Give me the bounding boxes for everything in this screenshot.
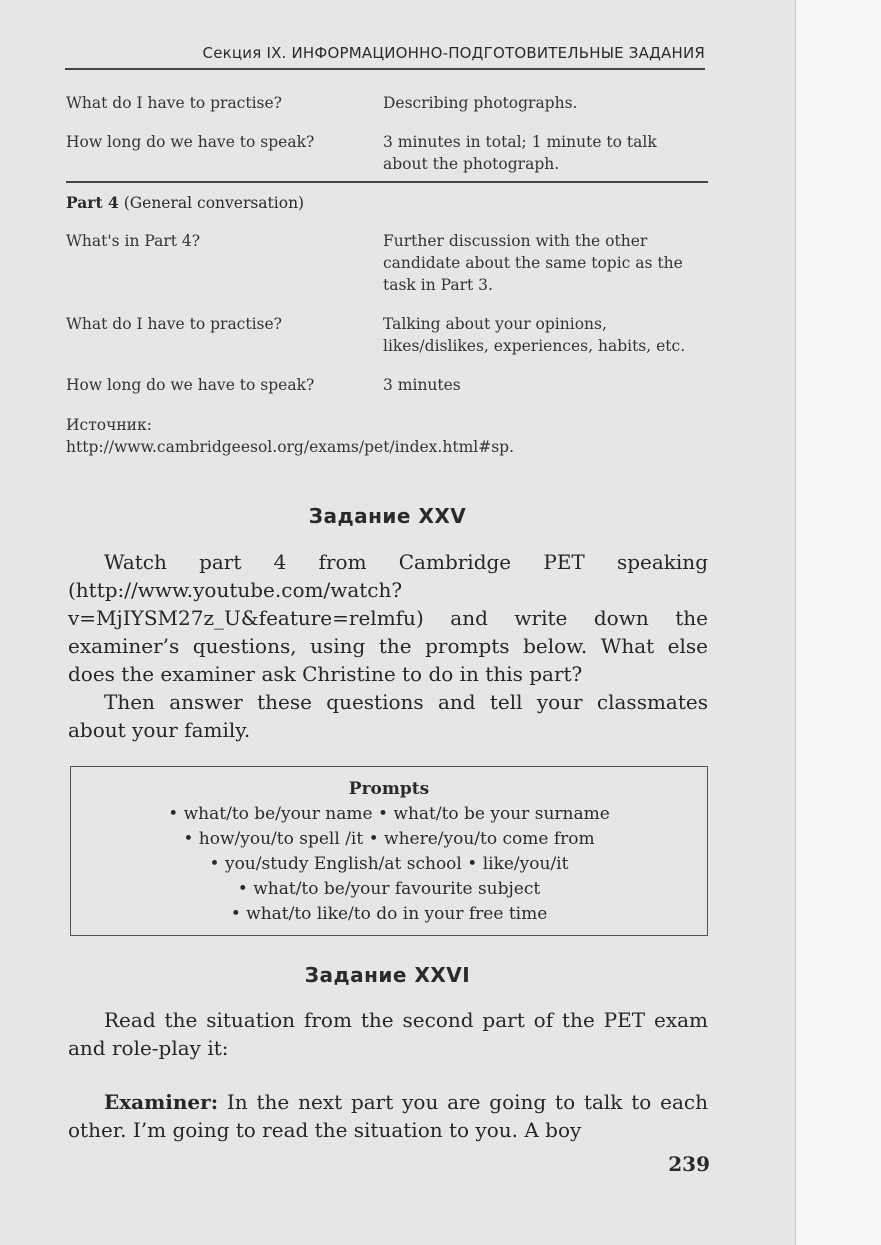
row-answer: Talking about your opinions, likes/dislikes, experiences, habits, etc. [383, 315, 686, 355]
prompt-line: • what/to be/your favourite subject [237, 879, 541, 899]
part4-subtitle: (General conversation) [118, 194, 305, 212]
source-url: http://www.cambridgeesol.org/exams/pet/index.html#sp. [66, 438, 515, 456]
prompt-line: • you/study English/at school • like/you/it [209, 854, 569, 874]
task-25-paragraph-1: Watch part 4 from Cambridge PET speaking (http://www.youtube.com/watch?v=MjIYSM27z_U&feature=relmfu) and write down the examiner’s questions, using the prompts below. What else does the examiner ask Christine to do in this part? [68, 550, 708, 686]
examiner-label: Examiner: [104, 1090, 219, 1114]
row-answer: 3 minutes in total; 1 minute to talk about the photograph. [383, 133, 657, 173]
row-question: What's in Part 4? [66, 232, 201, 250]
prompts-box [70, 766, 708, 936]
prompt-line: • how/you/to spell /it • where/you/to come from [183, 829, 595, 849]
prompt-line: • what/to be/your name • what/to be your surname [168, 804, 610, 824]
row-question: How long do we have to speak? [66, 376, 315, 394]
prompts-title: Prompts [348, 779, 430, 799]
row-question: What do I have to practise? [66, 315, 282, 333]
source-label: Источник: [66, 416, 152, 434]
row-answer: Describing photographs. [383, 94, 578, 112]
row-answer: Further discussion with the other candidate about the same topic as the task in Part 3. [383, 232, 683, 294]
table-divider [66, 181, 708, 183]
page-number: 239 [668, 1152, 710, 1176]
scan-margin [795, 0, 881, 1245]
task-26-text [68, 1006, 708, 1062]
task-25-text [68, 548, 708, 744]
prompt-line: • what/to like/to do in your free time [230, 904, 548, 924]
row-question: How long do we have to speak? [66, 133, 315, 151]
running-header: Секция IX. ИНФОРМАЦИОННО-ПОДГОТОВИТЕЛЬНЫЕ ЗАДАНИЯ [65, 38, 705, 70]
row-answer: 3 minutes [383, 376, 461, 394]
examiner-text [68, 1088, 708, 1144]
source-note [66, 414, 514, 458]
part4-heading [66, 192, 304, 214]
examiner-speech: In the next part you are going to talk to each other. I’m going to read the situation to you. A boy [68, 1090, 708, 1142]
task-25-title: Задание XXV [308, 504, 467, 528]
task-25-paragraph-2: Then answer these questions and tell your classmates about your family. [68, 690, 708, 742]
row-question: What do I have to practise? [66, 94, 282, 112]
part4-label: Part 4 [66, 193, 119, 212]
task-26-paragraph-1: Read the situation from the second part of the PET exam and role-play it: [68, 1008, 708, 1060]
task-26-title: Задание XXVI [304, 963, 471, 987]
